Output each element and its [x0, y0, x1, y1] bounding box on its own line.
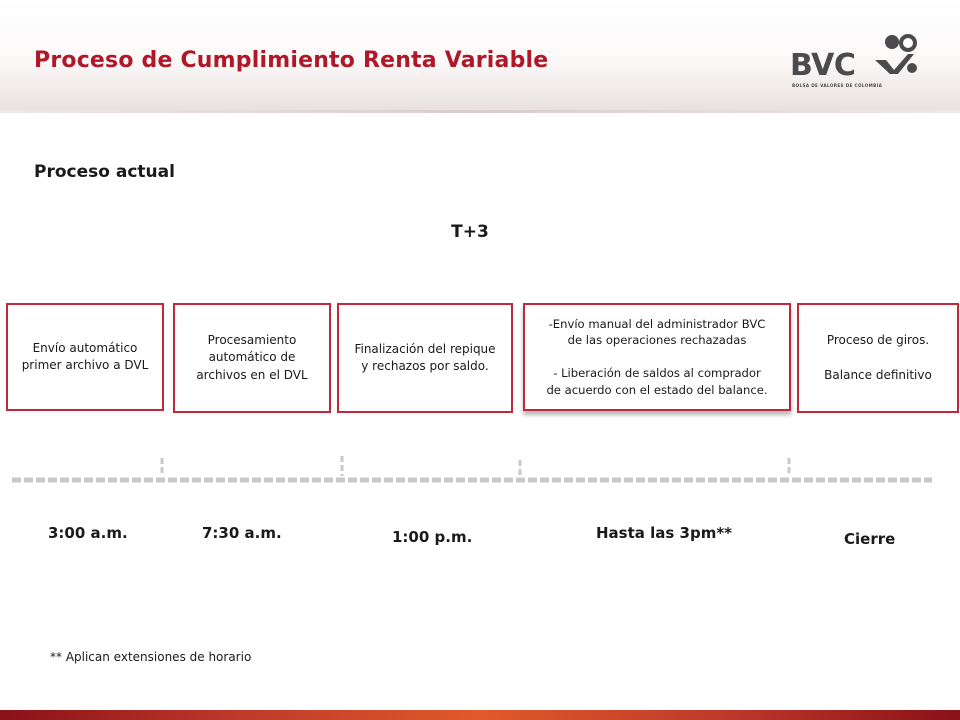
process-box-4-text: -Envío manual del administrador BVC de las operaciones rechazadas - Liberación de saldos al comprador de acuerdo con el estado del balance. [546, 316, 768, 397]
process-box-2 [173, 303, 331, 413]
time-label-3: 1:00 p.m. [392, 528, 473, 546]
process-box-5-text: Proceso de giros. Balance definitivo [824, 332, 932, 382]
footnote: ** Aplican extensiones de horario [50, 650, 252, 664]
bvc-logo [790, 30, 930, 92]
slide-title: Proceso de Cumplimiento Renta Variable [34, 48, 549, 73]
process-box-3-text: Finalización del repique y rechazos por saldo. [354, 341, 496, 373]
footer-bar [0, 710, 960, 720]
period-label: T+3 [451, 222, 489, 242]
timeline [0, 440, 960, 500]
header-divider [0, 110, 960, 113]
logo-text: BVC [790, 48, 856, 83]
time-label-5: Cierre [844, 530, 896, 548]
process-box-4 [523, 303, 791, 411]
process-box-3 [337, 303, 513, 413]
process-box-5 [797, 303, 959, 413]
time-label-4: Hasta las 3pm** [596, 524, 733, 542]
process-box-1-text: Envío automático primer archivo a DVL [21, 340, 149, 372]
process-box-2-text: Procesamiento automático de archivos en el DVL [196, 332, 308, 382]
logo-subtext: BOLSA DE VALORES DE COLOMBIA [792, 83, 883, 88]
logo-mark-icon [872, 30, 922, 80]
time-label-1: 3:00 a.m. [48, 524, 128, 542]
process-box-1 [6, 303, 164, 411]
section-subtitle: Proceso actual [34, 162, 175, 182]
time-label-2: 7:30 a.m. [202, 524, 282, 542]
